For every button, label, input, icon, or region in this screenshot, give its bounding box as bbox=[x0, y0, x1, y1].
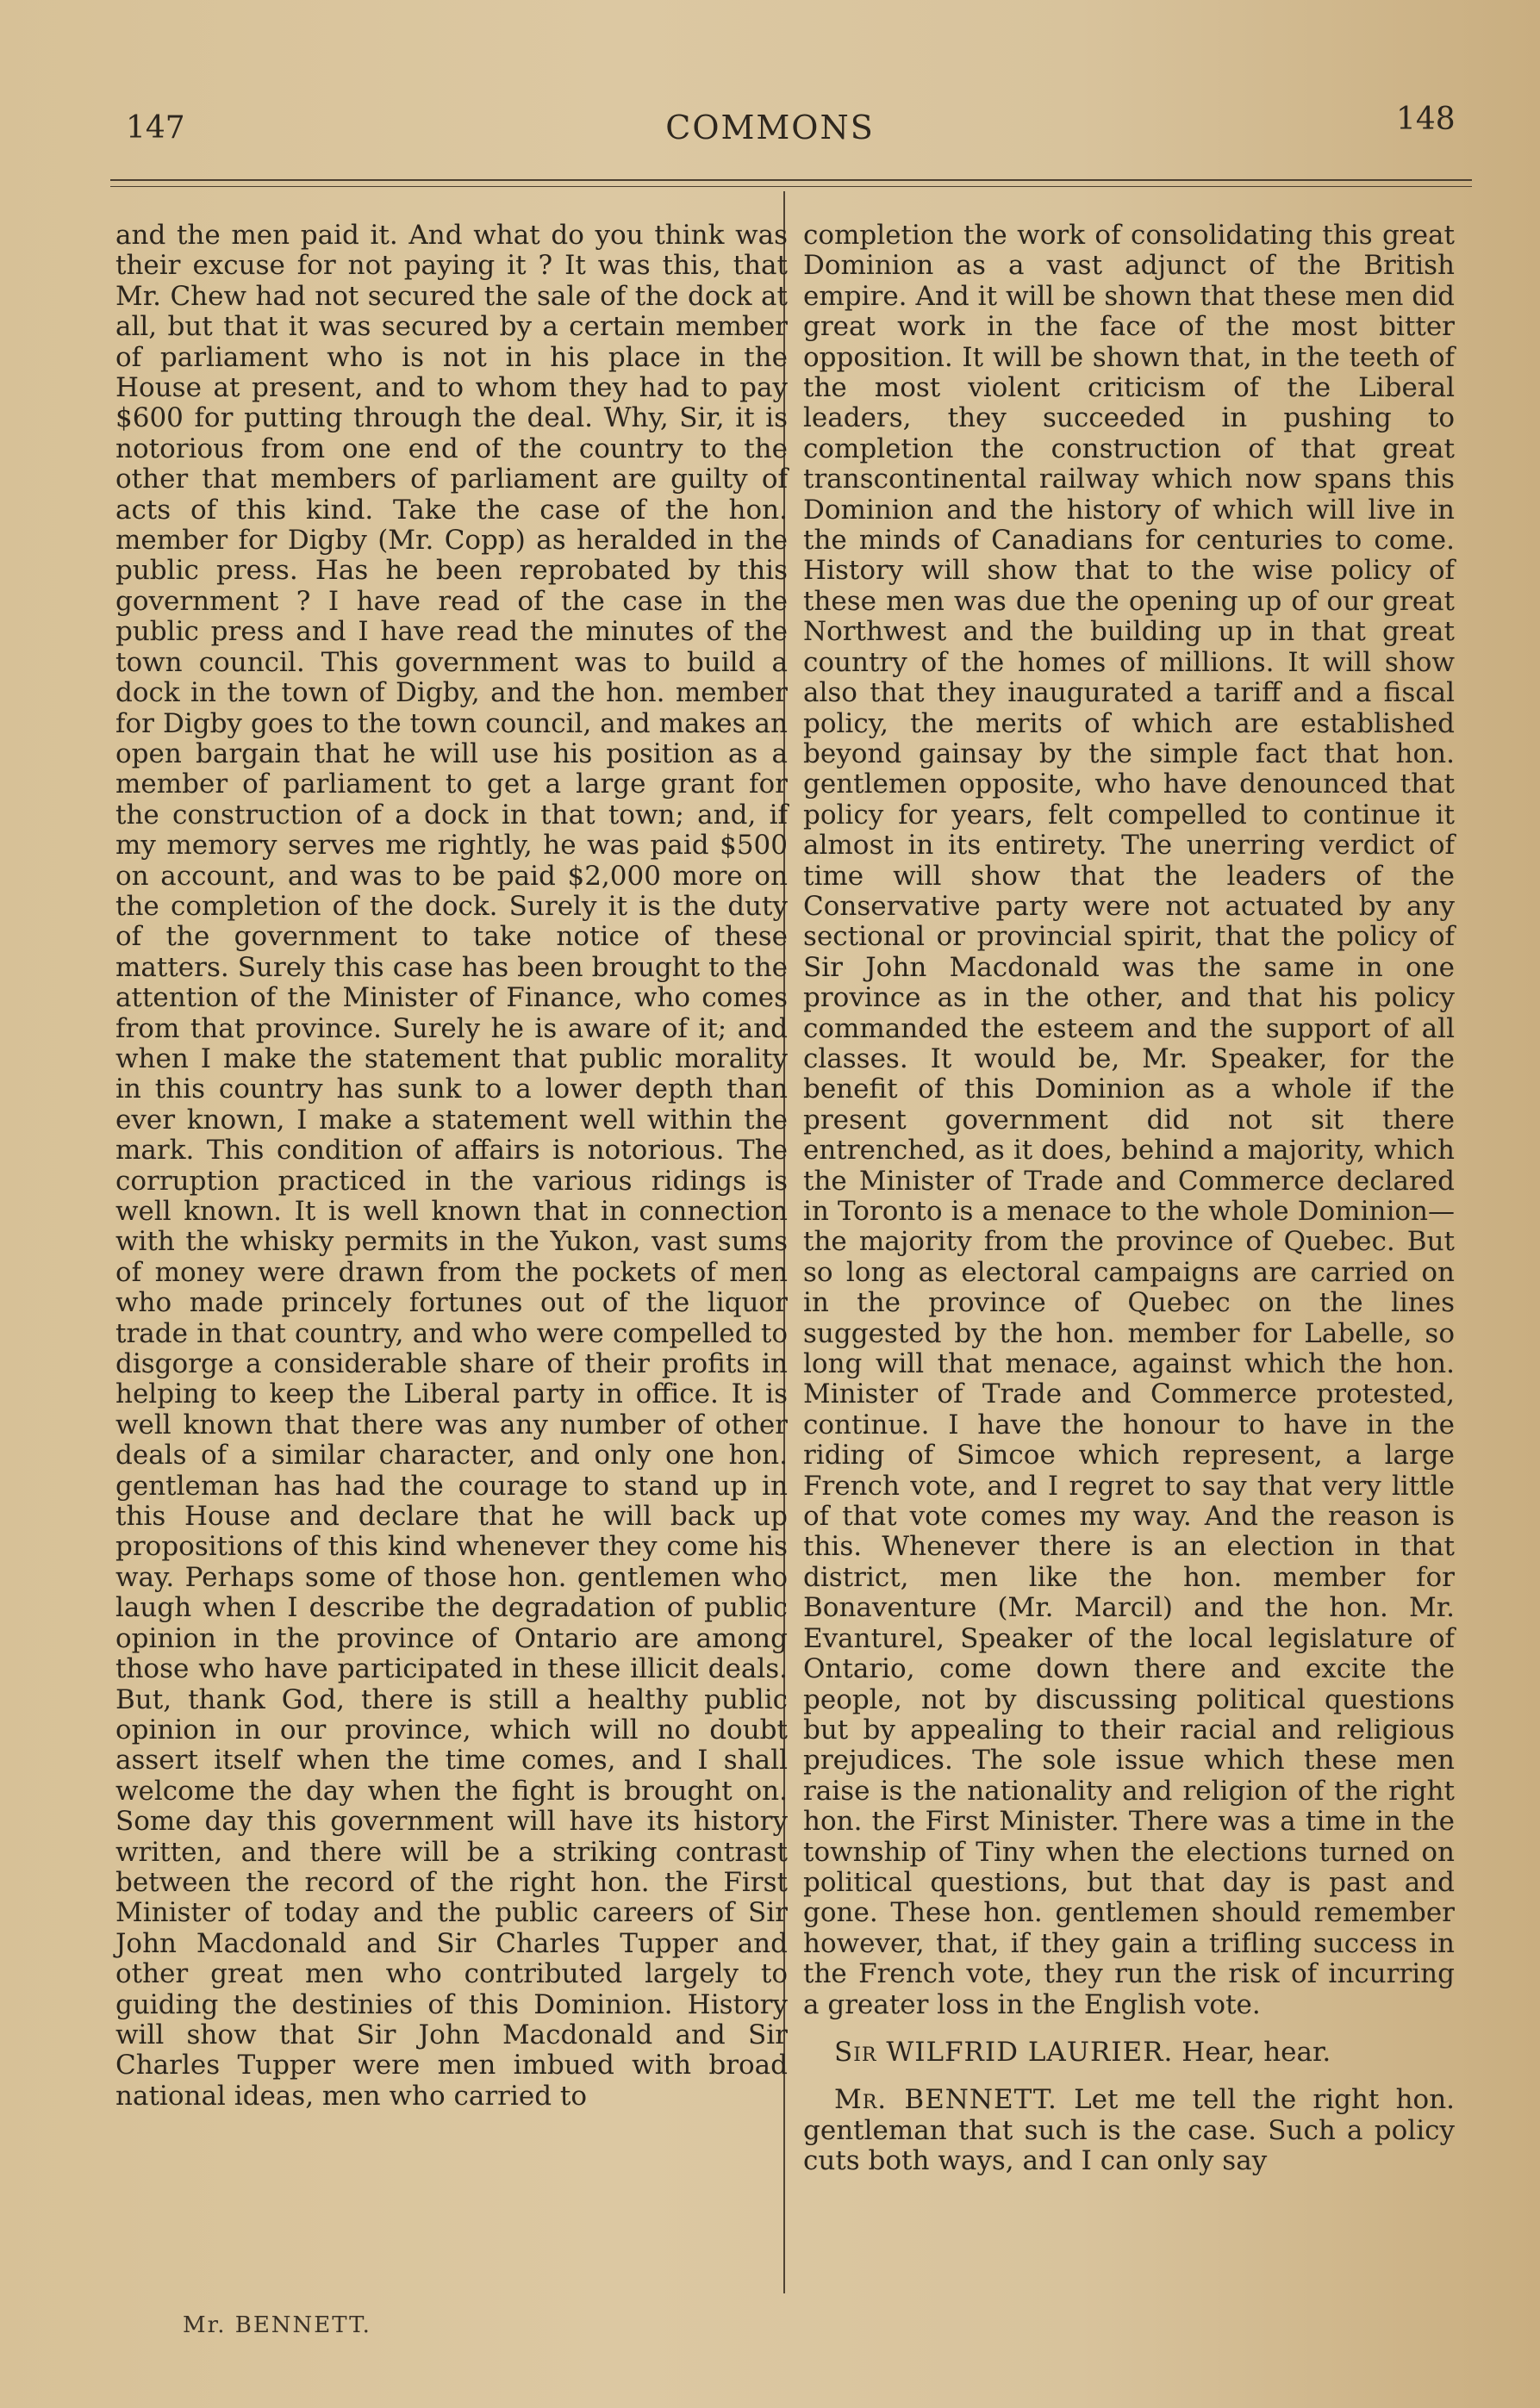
reply-speaker: Mr. BENNETT. bbox=[834, 2084, 1057, 2116]
reply-text: Let me tell the right hon. gentleman that such is the case. Such a policy cuts both ways, and I can only say bbox=[803, 2084, 1456, 2177]
reply-paragraph bbox=[803, 2085, 1455, 2176]
footer-speaker-name: Mr. BENNETT. bbox=[183, 2312, 371, 2338]
right-column bbox=[803, 221, 1455, 2177]
running-head: COMMONS bbox=[665, 109, 875, 146]
interjection-speaker: Sir WILFRID LAURIER. bbox=[834, 2036, 1174, 2068]
interjection-text: Hear, hear. bbox=[1181, 2036, 1331, 2068]
left-column bbox=[115, 221, 788, 2112]
interjection-paragraph bbox=[803, 2038, 1455, 2068]
header-rule bbox=[110, 179, 1472, 181]
page-number-right: 148 bbox=[1396, 102, 1456, 137]
page-number-left: 147 bbox=[126, 110, 185, 146]
left-column-paragraph: and the men paid it. And what do you think was their excuse for not paying it ? It was this, that Mr. Chew had not secured the sale of the dock at all, but that it was secured by a certain member of parliament who is not in his place in the House at present, and to whom they had to pay $600 for putting through the deal. Why, Sir, it is notorious from one end of the country to the other that members of parliament are guilty of acts of this kind. Take the case of the hon. member for Digby (Mr. Copp) as heralded in the public press. Has he been reprobated by this government ? I have read of the case in the public press and I have read the minutes of the town council. This government was to build a dock in the town of Digby, and the hon. member for Digby goes to the town council, and makes an open bargain that he will use his position as a member of parliament to get a large grant for the construction of a dock in that town; and, if my memory serves me rightly, he was paid $500 on account, and was to be paid $2,000 more on the completion of the dock. Surely it is the duty of the government to take notice of these matters. Surely this case has been brought to the attention of the Minister of Finance, who comes from that province. Surely he is aware of it; and when I make the statement that public morality in this country has sunk to a lower depth than ever known, I make a statement well within the mark. This condition of affairs is notorious. The corruption practiced in the various ridings is well known. It is well known that in connection with the whisky permits in the Yukon, vast sums of money were drawn from the pockets of men who made princely fortunes out of the liquor trade in that country, and who were compelled to disgorge a considerable share of their profits in helping to keep the Liberal party in office. It is well known that there was any number of other deals of a similar character, and only one hon. gentleman has had the courage to stand up in this House and declare that he will back up propositions of this kind whenever they come his way. Perhaps some of those hon. gentlemen who laugh when I describe the degradation of public opinion in the province of Ontario are among those who have participated in these illicit deals. But, thank God, there is still a healthy public opinion in our province, which will no doubt assert itself when the time comes, and I shall welcome the day when the fight is brought on. Some day this government will have its history written, and there will be a striking contrast between the record of the right hon. the First Minister of today and the public careers of Sir John Macdonald and Sir Charles Tupper and other great men who contributed largely to guiding the destinies of this Dominion. History will show that Sir John Macdonald and Sir Charles Tupper were men imbued with broad national ideas, men who carried to bbox=[115, 220, 788, 2112]
header-rule-thin bbox=[110, 186, 1472, 187]
right-column-paragraph: completion the work of consolidating this great Dominion as a vast adjunct of the British empire. And it will be shown that these men did great work in the face of the most bitter opposition. It will be shown that, in the teeth of the most violent criticism of the Liberal leaders, they succeeded in pushing to completion the construction of that great transcontinental railway which now spans this Dominion and the history of which will live in the minds of Canadians for centuries to come. History will show that to the wise policy of these men was due the opening up of our great Northwest and the building up in that great country of the homes of millions. It will show also that they inaugurated a tariff and a fiscal policy, the merits of which are established beyond gainsay by the simple fact that hon. gentlemen opposite, who have denounced that policy for years, felt compelled to continue it almost in its entirety. The unerring verdict of time will show that the leaders of the Conservative party were not actuated by any sectional or provincial spirit, that the policy of Sir John Macdonald was the same in one province as in the other, and that his policy commanded the esteem and the support of all classes. It would be, Mr. Speaker, for the benefit of this Dominion as a whole if the present government did not sit there entrenched, as it does, behind a majority, which the Minister of Trade and Commerce declared in Toronto is a menace to the whole Dominion—the majority from the province of Quebec. But so long as electoral campaigns are carried on in the province of Quebec on the lines suggested by the hon. member for Labelle, so long will that menace, against which the hon. Minister of Trade and Commerce protested, continue. I have the honour to have in the riding of Simcoe which represent, a large French vote, and I regret to say that very little of that vote comes my way. And the reason is this. Whenever there is an election in that district, men like the hon. member for Bonaventure (Mr. Marcil) and the hon. Mr. Evanturel, Speaker of the local legislature of Ontario, come down there and excite the people, not by discussing political questions but by appealing to their racial and religious prejudices. The sole issue which these men raise is the nationality and religion of the right hon. the First Minister. There was a time in the township of Tiny when the elections turned on political questions, but that day is past and gone. These hon. gentlemen should remember however, that, if they gain a trifling success in the French vote, they run the risk of incurring a greater loss in the English vote. bbox=[803, 220, 1455, 2020]
